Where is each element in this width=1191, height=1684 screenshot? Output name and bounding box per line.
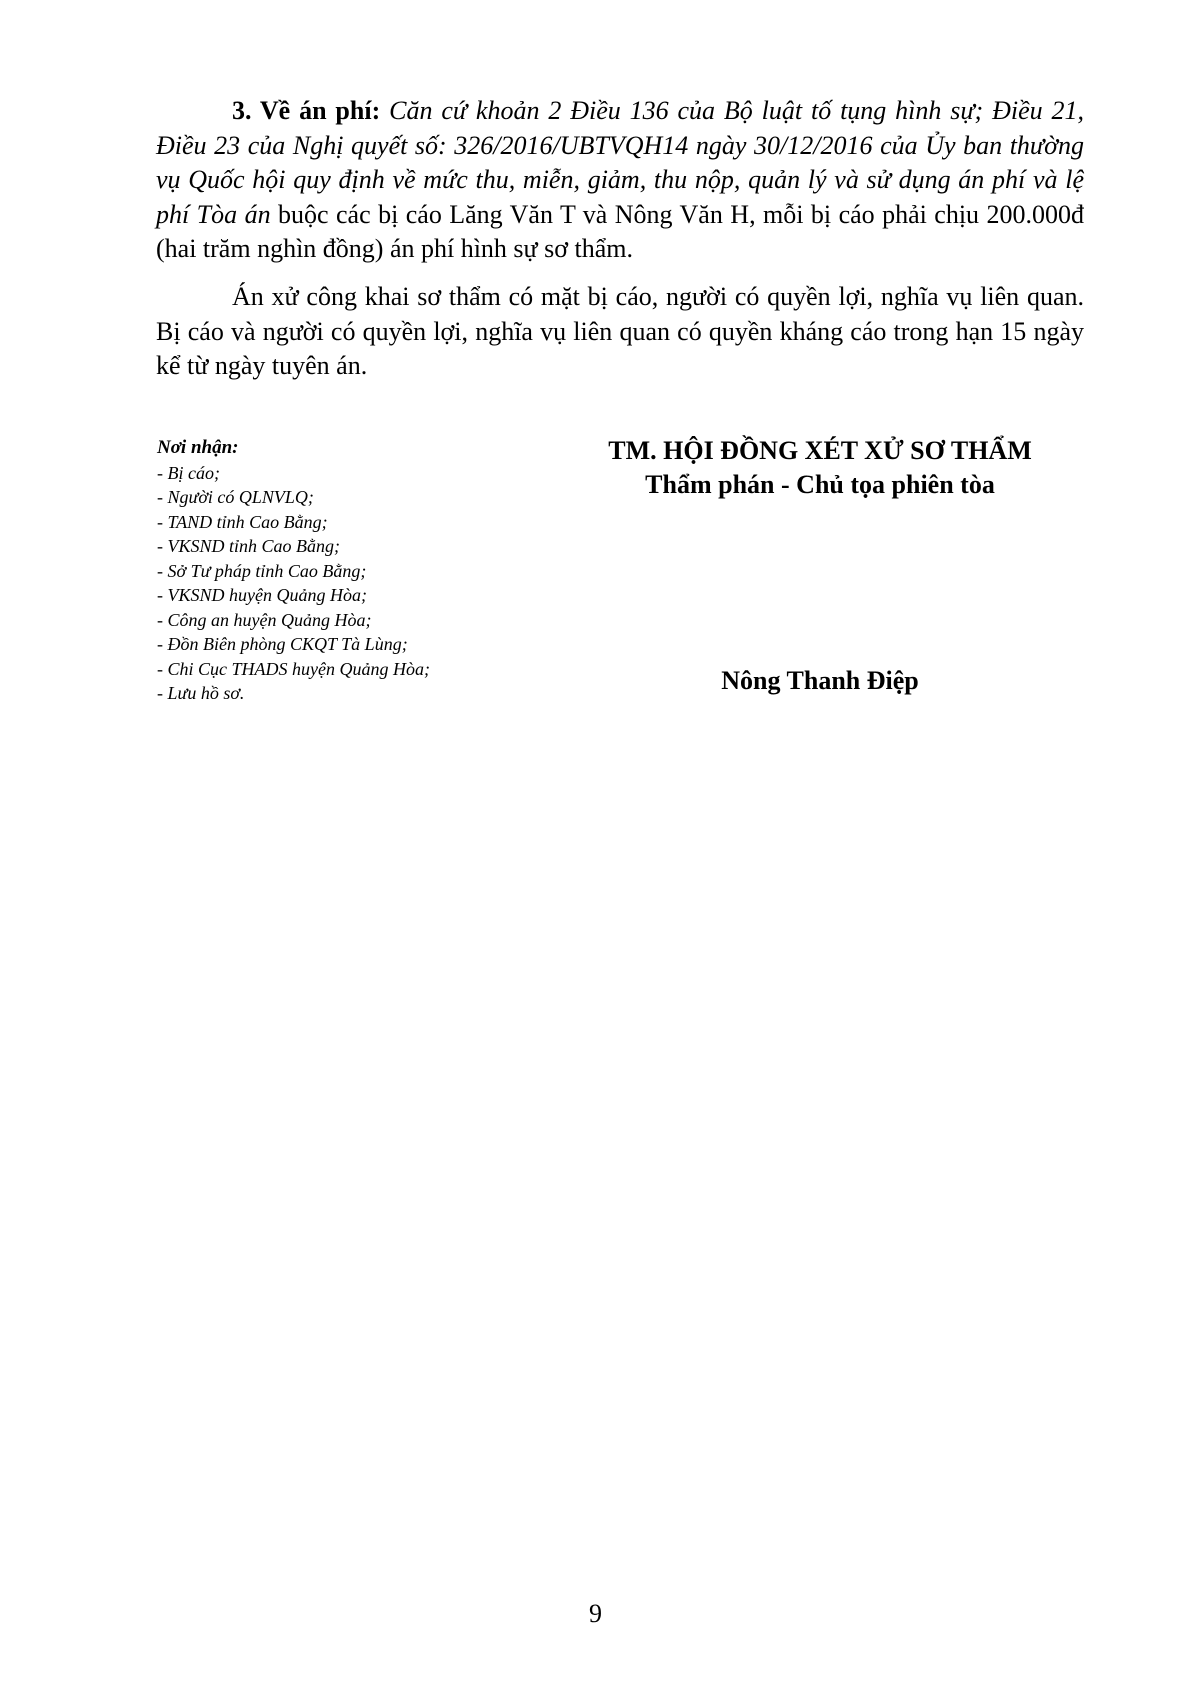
recipients-block [157, 436, 557, 706]
recipient-item: - Chi Cục THADS huyện Quảng Hòa; [157, 658, 430, 679]
recipient-item: - Lưu hồ sơ. [157, 683, 245, 703]
court-fee-paragraph [156, 94, 1084, 267]
signature-block [560, 434, 1080, 502]
signature-title: TM. HỘI ĐỒNG XÉT XỬ SƠ THẨM [608, 436, 1032, 465]
recipients-heading: Nơi nhận: [157, 437, 239, 458]
signature-role: Thẩm phán - Chủ tọa phiên tòa [645, 470, 995, 499]
public-trial-paragraph: Án xử công khai sơ thẩm có mặt bị cáo, người có quyền lợi, nghĩa vụ liên quan. Bị cáo và người có quyền lợi, nghĩa vụ liên quan có quyền kháng cáo trong hạn 15 ngày kể từ ngày tuyên án. [156, 282, 1084, 380]
court-fee-heading: 3. Về án phí: [232, 96, 381, 125]
recipient-item: - VKSND huyện Quảng Hòa; [157, 585, 367, 605]
court-fee-ruling: buộc các bị cáo Lăng Văn T và Nông Văn H, mỗi bị cáo phải chịu 200.000đ (hai trăm nghìn đồng) án phí hình sự sơ thẩm. [156, 199, 1085, 263]
recipient-item: - Đồn Biên phòng CKQT Tà Lùng; [157, 634, 408, 654]
recipient-item: - Bị cáo; [157, 462, 220, 483]
recipient-item: - Công an huyện Quảng Hòa; [157, 609, 372, 630]
signer-name: Nông Thanh Điệp [721, 666, 919, 695]
recipients-list [157, 461, 557, 706]
recipient-item: - Sở Tư pháp tỉnh Cao Bằng; [157, 560, 367, 581]
court-fee-legal-basis: Căn cứ khoản 2 Điều 136 của Bộ luật tố tụng hình sự; Điều 21, Điều 23 của Nghị quyết số: 326/2016/UBTVQH14 ngày 30/12/2016 của Ủy ban thường vụ Quốc hội quy định về mức thu, miễn, giảm, thu nộp, quản lý và sử dụng án phí và lệ phí Tòa án [156, 96, 1085, 229]
recipient-item: - VKSND tỉnh Cao Bằng; [157, 536, 340, 556]
recipient-item: - TAND tỉnh Cao Bằng; [157, 511, 328, 532]
recipient-item: - Người có QLNVLQ; [157, 487, 314, 507]
page-number: 9 [589, 1599, 602, 1628]
